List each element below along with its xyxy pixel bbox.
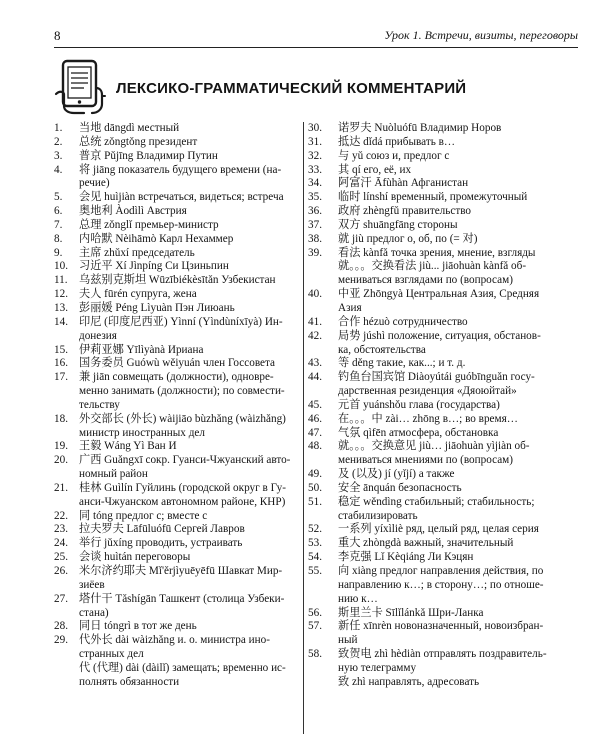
entry-number: 50. (308, 481, 322, 494)
entry-continuation: странных дел (79, 648, 144, 661)
entry-number: 49. (308, 468, 322, 481)
entry-text: 诺罗夫 Nuòluófū Владимир Норов (338, 122, 502, 134)
entry-text: 一系列 yíxìliè ряд, целый ряд, целая серия (338, 523, 539, 536)
entry-number: 31. (308, 135, 322, 148)
entry-text: 伊莉亚娜 Yīlìyànà Ириана (79, 343, 204, 356)
vocab-entry (54, 620, 300, 634)
entry-continuation: тельству (79, 398, 120, 411)
entry-text: 举行 jǔxíng проводить, устраивать (79, 537, 243, 550)
entry-continuation: Азия (338, 301, 362, 314)
entry-text: 局势 júshì положение, ситуация, обстанов- (338, 329, 541, 342)
vocab-entry (308, 482, 576, 496)
entry-text: 桂林 Guìlín Гуйлинь (городской округ в Гу- (79, 481, 286, 494)
vocab-entry (308, 371, 576, 385)
vocab-entry (54, 302, 300, 316)
vocab-entry (54, 260, 300, 274)
vocab-entry (54, 537, 300, 551)
vocab-entry (308, 164, 576, 178)
entry-number: 48. (308, 440, 322, 453)
entry-text: 广西 Guǎngxī сокр. Гуанси-Чжуанский авто- (79, 454, 291, 467)
entry-continuation: направлению к…; в сторону…; по отноше- (338, 578, 544, 591)
vocab-entry (54, 233, 300, 247)
vocab-entry (54, 316, 300, 330)
entry-text: 当地 dāngdì местный (79, 122, 180, 134)
entry-text: 会谈 huìtán переговоры (79, 551, 191, 564)
vocab-entry (308, 565, 576, 579)
entry-text: 塔什干 Tǎshígān Ташкент (столица Узбеки- (79, 592, 285, 605)
page-number: 8 (54, 28, 61, 43)
entry-continuation: ную телеграмму (338, 661, 417, 674)
vocab-entry (308, 357, 576, 371)
entry-number: 21. (54, 481, 68, 494)
entry-text: 乌兹别克斯坦 Wūzībiékèsītǎn Узбекистан (79, 274, 276, 287)
entry-continuation: ка, обстоятельства (338, 343, 426, 356)
entry-number: 44. (308, 371, 322, 384)
entry-number: 28. (54, 620, 68, 633)
entry-text: 代外长 dài wàizhǎng и. о. министра ино- (79, 634, 270, 647)
vocab-entry (308, 496, 576, 510)
entry-number: 16. (54, 357, 68, 370)
entry-number: 55. (308, 565, 322, 577)
entry-text: 致 zhì направлять, адресовать (338, 675, 480, 688)
entry-number: 39. (308, 246, 322, 259)
entry-number: 11. (54, 274, 68, 287)
vocab-entry (54, 454, 300, 468)
entry-continuation: стана) (79, 606, 109, 619)
vocab-entry (54, 247, 300, 261)
entry-continuation: ный (338, 634, 358, 647)
entry-text: 夫人 fūrén супруга, жена (79, 288, 197, 301)
vocab-entry (308, 399, 576, 413)
entry-continuation: донезия (79, 329, 117, 342)
entry-number: 15. (54, 343, 68, 356)
entry-number: 8. (54, 232, 63, 245)
entry-text: 代 (代理) dài (dàilǐ) замещать; временно ис- (79, 661, 286, 674)
vocabulary-column-left (54, 122, 300, 690)
page-header (0, 0, 600, 48)
entry-text: 习近平 Xí Jìnpíng Си Цзиньпин (79, 260, 229, 273)
entry-continuation: зиёев (79, 578, 105, 591)
entry-number: 23. (54, 523, 68, 536)
vocab-entry (54, 164, 300, 178)
entry-text: 国务委员 Guówù wěiyuán член Госсовета (79, 357, 275, 370)
entry-continuation: анси-Чжуанском автономном районе, КНР) (79, 495, 286, 508)
header-rule (54, 47, 578, 48)
vocab-entry (308, 537, 576, 551)
entry-number: 12. (54, 288, 68, 301)
column-divider (303, 122, 304, 734)
entry-number (308, 676, 338, 690)
vocab-entry (308, 233, 576, 247)
vocab-entry (308, 648, 576, 662)
entry-number: 46. (308, 412, 322, 425)
entry-number: 56. (308, 606, 322, 619)
entry-text: 元首 yuánshǒu глава (государства) (338, 398, 500, 411)
entry-number: 17. (54, 371, 68, 384)
entry-continuation: полнять обязанности (79, 675, 180, 688)
entry-text: 斯里兰卡 Sīlǐlánkǎ Шри-Ланка (338, 606, 484, 619)
vocab-entry (308, 427, 576, 441)
vocab-entry (308, 122, 576, 136)
entry-number: 45. (308, 398, 322, 411)
entry-text: 同日 tóngrì в тот же день (79, 620, 197, 633)
vocabulary-column-right (308, 122, 576, 690)
entry-continuation: номный район (79, 468, 148, 481)
vocab-entry (308, 551, 576, 565)
entry-continuation: речие) (79, 177, 110, 190)
entry-text: 临时 línshí временный, промежуточный (338, 191, 528, 204)
entry-text: 看法 kànfǎ точка зрения, мнение, взгляды (338, 246, 536, 259)
vocab-entry (308, 523, 576, 537)
vocab-entry (308, 219, 576, 233)
vocab-entry (54, 136, 300, 150)
running-title: Урок 1. Встречи, визиты, переговоры (384, 28, 578, 42)
entry-number: 36. (308, 205, 322, 218)
entry-text: 向 xiàng предлог направления действия, по (338, 565, 544, 577)
vocab-entry (308, 316, 576, 330)
entry-text: 气氛 qìfēn атмосфера, обстановка (338, 426, 499, 439)
entry-text: 双方 shuāngfāng стороны (338, 218, 458, 231)
entry-number: 26. (54, 565, 68, 577)
entry-text: 钓鱼台国宾馆 Diàoyútái guóbīnguǎn госу- (338, 371, 535, 384)
vocab-entry (308, 205, 576, 219)
entry-text: 同 tóng предлог с; вместе с (79, 509, 208, 522)
entry-number: 41. (308, 315, 322, 328)
entry-number: 22. (54, 509, 68, 522)
entry-number: 7. (54, 218, 63, 231)
entry-text: 就 jiù предлог о, об, по (= 对) (338, 232, 478, 245)
vocab-entry (308, 676, 576, 690)
entry-number: 32. (308, 149, 322, 162)
entry-text: 与 yǔ союз и, предлог с (338, 149, 450, 162)
entry-number: 6. (54, 205, 63, 218)
entry-number: 18. (54, 412, 68, 425)
entry-number: 58. (308, 648, 322, 661)
vocab-entry (308, 330, 576, 344)
entry-text: 李克强 Lǐ Kèqiáng Ли Кэцян (338, 551, 474, 564)
vocab-entry (54, 357, 300, 371)
entry-text: 稳定 wěndìng стабильный; стабильность; (338, 495, 535, 508)
vocab-entry (54, 440, 300, 454)
entry-number: 34. (308, 177, 322, 190)
entry-continuation: стабилизировать (338, 509, 418, 522)
entry-number: 10. (54, 260, 68, 273)
entry-number: 2. (54, 135, 63, 148)
vocab-entry (54, 288, 300, 302)
entry-number: 30. (308, 122, 322, 134)
entry-text: 就。。。交换意见 jiù… jiāohuàn yìjiàn об- (338, 440, 530, 453)
vocab-entry (54, 634, 300, 648)
entry-text: 主席 zhǔxí председатель (79, 246, 195, 259)
entry-text: 安全 ānquán безопасность (338, 481, 462, 494)
vocab-entry (54, 482, 300, 496)
entry-text: 新任 xīnrèn новоназначенный, новоизбран- (338, 620, 544, 633)
entry-number: 27. (54, 592, 68, 605)
entry-number: 40. (308, 288, 322, 301)
entry-text: 等 děng такие, как...; и т. д. (338, 357, 466, 370)
entry-text: 阿富汗 Āfùhàn Афганистан (338, 177, 469, 190)
entry-text: 奥地利 Àodìlì Австрия (79, 205, 187, 218)
entry-number (54, 662, 79, 676)
vocab-entry (308, 247, 576, 261)
vocab-entry (308, 413, 576, 427)
entry-text: 中亚 Zhōngyà Центральная Азия, Средняя (338, 288, 540, 301)
vocab-entry (54, 523, 300, 537)
entry-number: 43. (308, 357, 322, 370)
vocab-entry (308, 440, 576, 454)
entry-continuation: нию к… (338, 592, 378, 605)
entry-text: 重大 zhòngdà важный, значительный (338, 537, 514, 550)
entry-text: 印尼 (印度尼西亚) Yìnní (Yìndùníxīyà) Ин- (79, 315, 283, 328)
vocab-entry (54, 371, 300, 385)
entry-text: 其 qí его, её, их (338, 163, 412, 176)
vocab-entry (308, 136, 576, 150)
entry-text: 普京 Pǔjīng Владимир Путин (79, 149, 218, 162)
vocab-entry (54, 219, 300, 233)
entry-text: 彭丽媛 Péng Lìyuàn Пэн Лиюань (79, 301, 235, 314)
entry-text: 致贺电 zhì hèdiàn отправлять поздравитель- (338, 648, 547, 661)
entry-number: 37. (308, 218, 322, 231)
vocab-entry (308, 607, 576, 621)
vocab-entry (54, 413, 300, 427)
vocab-entry (308, 468, 576, 482)
section-title: ЛЕКСИКО-ГРАММАТИЧЕСКИЙ КОММЕНТАРИЙ (116, 80, 467, 97)
entry-number: 29. (54, 634, 68, 647)
vocab-entry (54, 191, 300, 205)
vocab-entry (308, 191, 576, 205)
entry-text: 总理 zǒnglǐ премьер-министр (79, 218, 219, 231)
vocab-entry (308, 177, 576, 191)
entry-continuation: дарственная резиденция «Дяоюйтай» (338, 385, 517, 398)
entry-number: 42. (308, 329, 322, 342)
entry-text: 总统 zǒngtǒng президент (79, 135, 198, 148)
entry-number: 9. (54, 246, 63, 259)
entry-number: 13. (54, 301, 68, 314)
vocab-entry (54, 593, 300, 607)
entry-text: 王毅 Wáng Yì Ван И (79, 440, 177, 453)
entry-number: 24. (54, 537, 68, 550)
entry-number: 20. (54, 454, 68, 467)
entry-number: 53. (308, 537, 322, 550)
vocab-entry (54, 510, 300, 524)
entry-text: 政府 zhèngfǔ правительство (338, 205, 472, 218)
tablet-hand-icon (54, 58, 106, 121)
vocab-entry (54, 274, 300, 288)
entry-text: 在。。。中 zài… zhōng в…; во время… (338, 412, 518, 425)
entry-number: 47. (308, 426, 322, 439)
entry-number: 3. (54, 149, 63, 162)
entry-number: 51. (308, 495, 322, 508)
entry-continuation: мениваться мнениями по (вопросам) (338, 454, 513, 467)
entry-text: 拉夫罗夫 Lāfūluófū Сергей Лавров (79, 523, 245, 536)
entry-continuation: 就。。。交换看法 jiù... jiāohuàn kànfǎ об- (338, 260, 527, 273)
entry-text: 米尔济约耶夫 Mǐ'ěrjìyuēyēfū Шавкат Мир- (79, 565, 283, 577)
entry-continuation: мениваться взглядами по (вопросам) (338, 274, 513, 287)
entry-text: 及 (以及) jí (yǐjí) а также (338, 468, 455, 481)
vocab-entry (54, 565, 300, 579)
entry-number: 5. (54, 191, 63, 204)
entry-text: 将 jiāng показатель будущего времени (на- (79, 163, 282, 176)
vocab-entry (54, 205, 300, 219)
entry-number: 57. (308, 620, 322, 633)
vocab-entry (54, 122, 300, 136)
vocab-entry (54, 344, 300, 358)
entry-number: 14. (54, 315, 68, 328)
entry-number: 52. (308, 523, 322, 536)
vocab-entry (54, 662, 300, 676)
entry-text: 外交部长 (外长) wàijiāo bùzhǎng (wàizhǎng) (79, 412, 286, 425)
vocab-entry (54, 551, 300, 565)
entry-number: 1. (54, 122, 63, 134)
entry-text: 内哈默 Nèihāmò Карл Нехаммер (79, 232, 234, 245)
entry-number: 4. (54, 163, 63, 176)
entry-text: 兼 jiān совмещать (должности), одновре- (79, 371, 274, 384)
entry-number: 54. (308, 551, 322, 564)
vocab-entry (308, 288, 576, 302)
entry-continuation: менно занимать (должности); по совмести- (79, 385, 285, 398)
vocab-entry (308, 620, 576, 634)
vocab-entry (308, 150, 576, 164)
entry-number: 25. (54, 551, 68, 564)
vocab-entry (54, 150, 300, 164)
entry-continuation: министр иностранных дел (79, 426, 205, 439)
entry-number: 35. (308, 191, 322, 204)
entry-text: 抵达 dǐdá прибывать в… (338, 135, 456, 148)
entry-text: 合作 hézuò сотрудничество (338, 315, 468, 328)
entry-number: 38. (308, 232, 322, 245)
entry-number: 33. (308, 163, 322, 176)
entry-text: 会见 huìjiàn встречаться, видеться; встреча (79, 191, 284, 204)
entry-number: 19. (54, 440, 68, 453)
